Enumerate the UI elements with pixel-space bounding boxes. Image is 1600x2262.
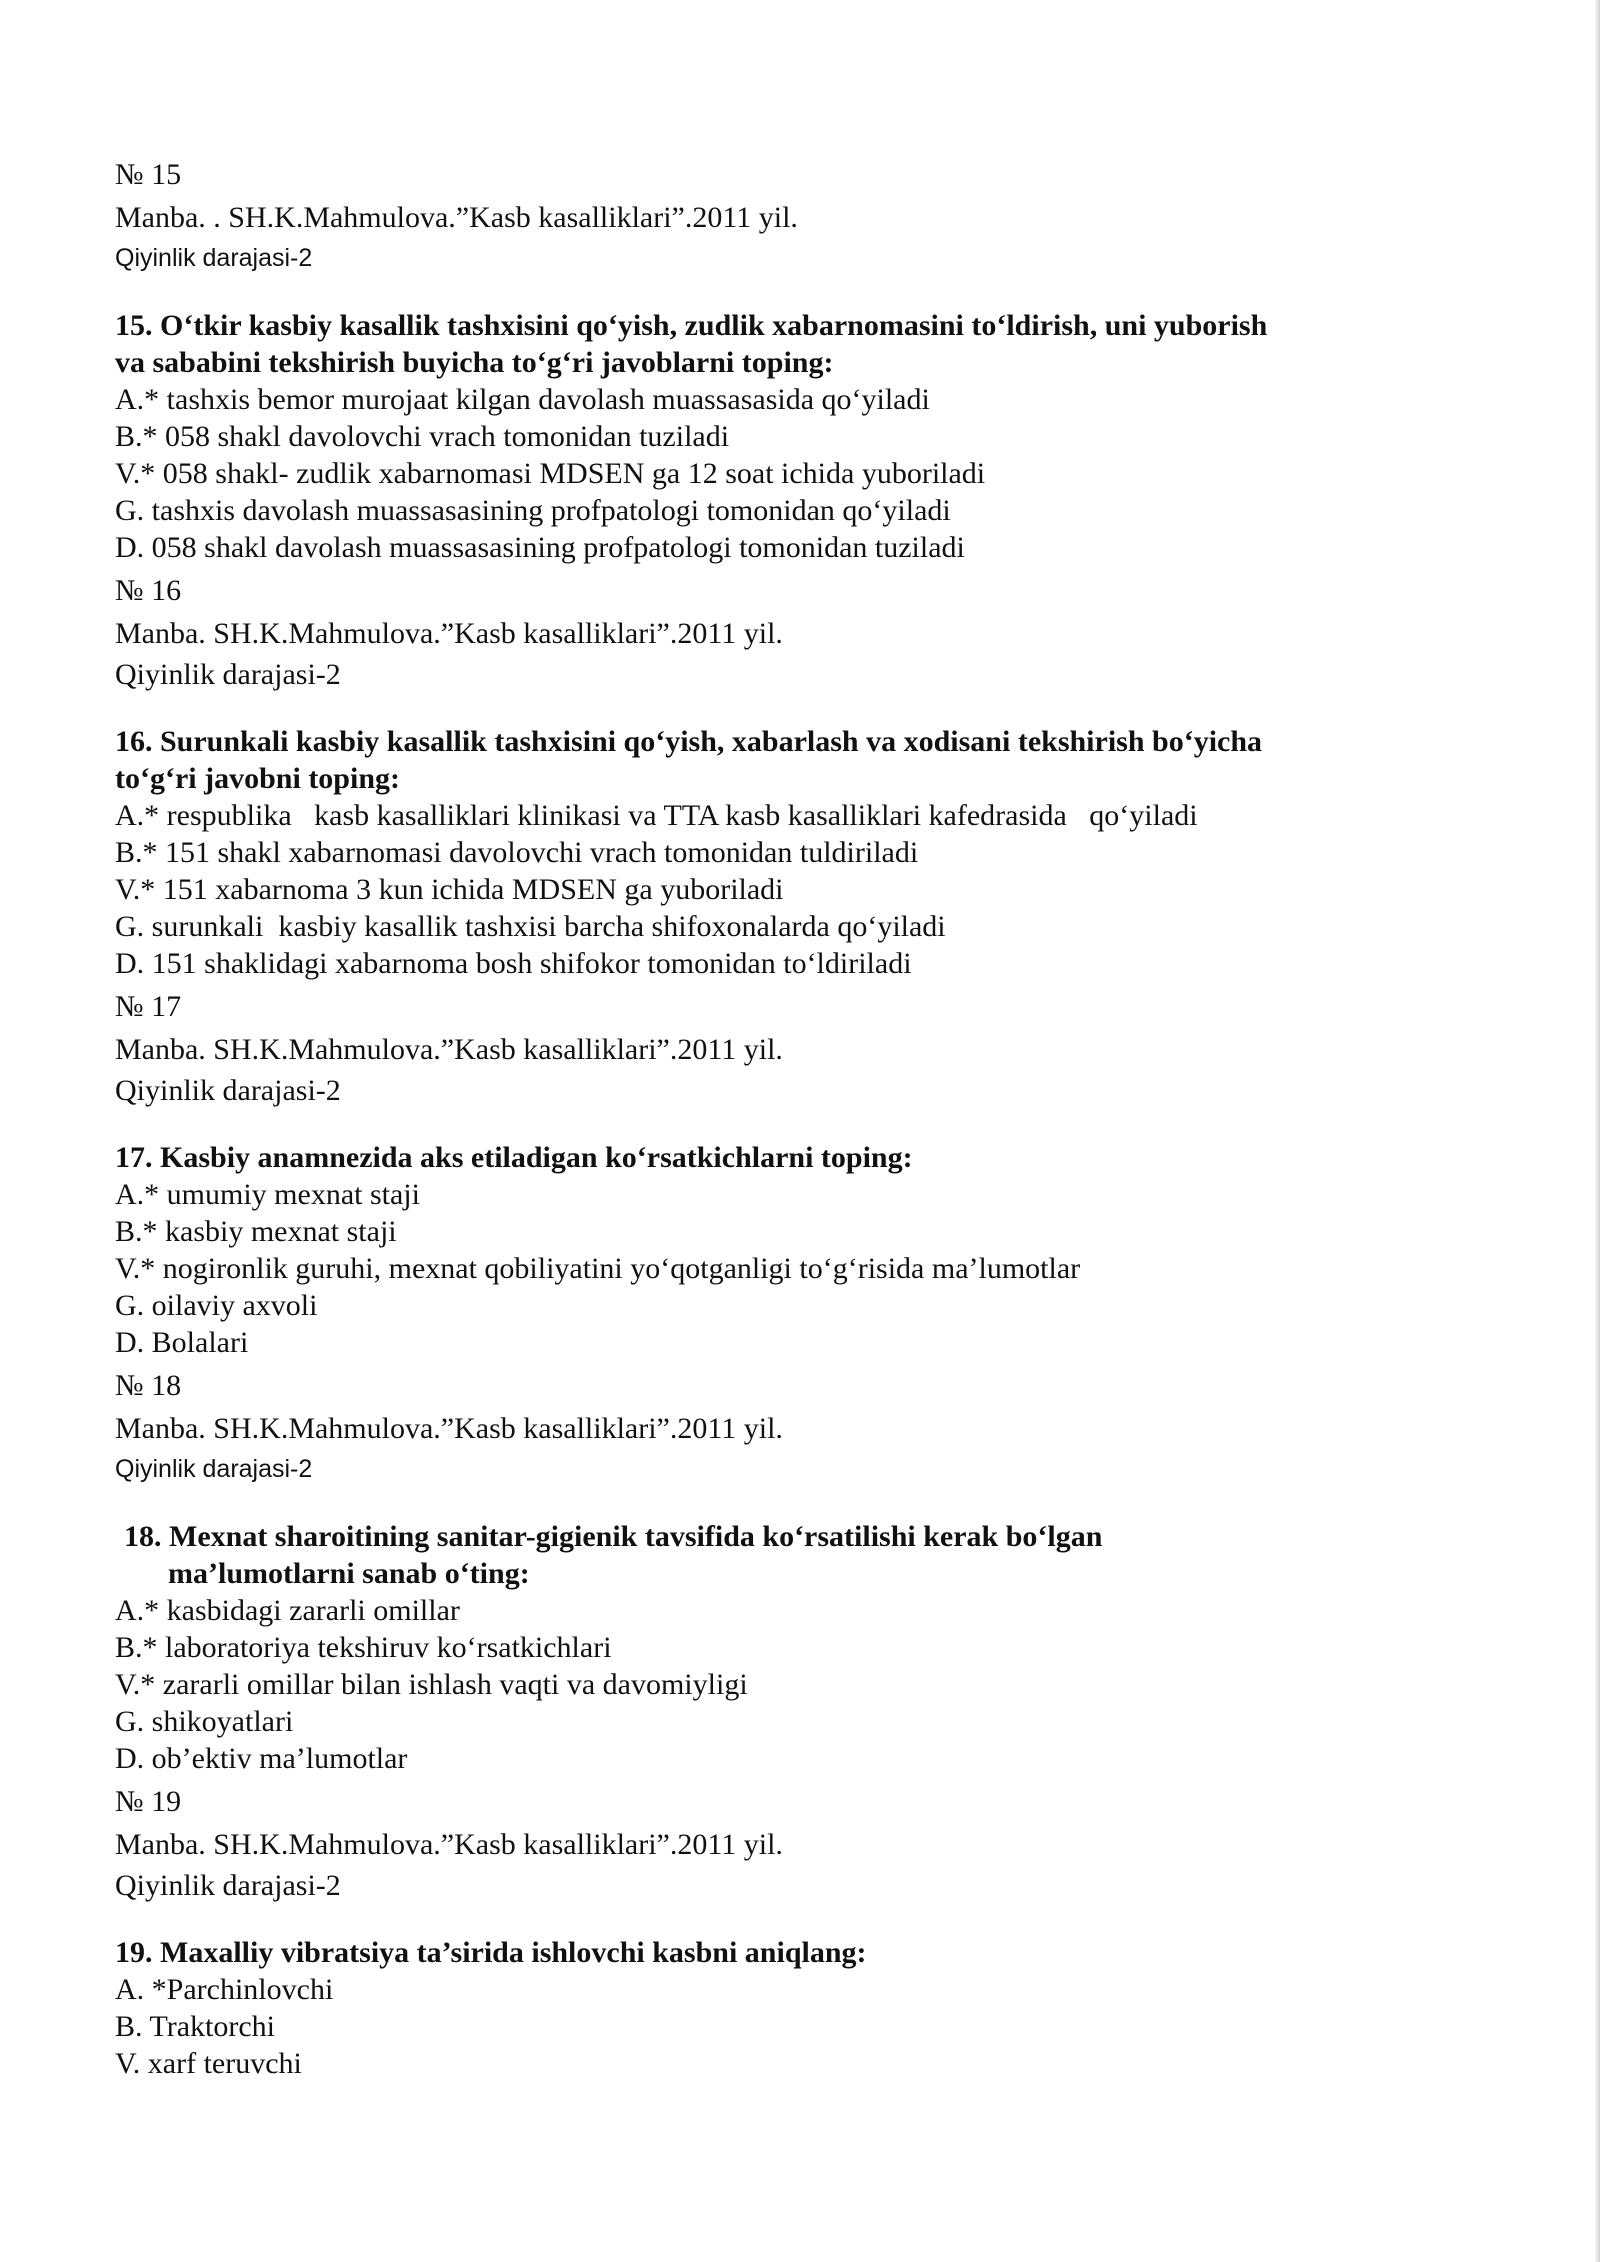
- source-line: Manba. SH.K.Mahmulova.”Kasb kasalliklari”.2011 yil.: [115, 1033, 783, 1066]
- answer-option: B.* 058 shakl davolovchi vrach tomonidan tuziladi: [115, 420, 730, 453]
- answer-option: G. tashxis davolash muassasasining profpatologi tomonidan qo‘yiladi: [115, 494, 951, 527]
- difficulty-level: Qiyinlik darajasi-2: [115, 1455, 313, 1483]
- source-line: Manba. SH.K.Mahmulova.”Kasb kasalliklari”.2011 yil.: [115, 1412, 783, 1445]
- difficulty-level: Qiyinlik darajasi-2: [115, 1074, 341, 1107]
- question-text: [115, 723, 1415, 797]
- question-line: 19. Maxalliy vibratsiya ta’sirida ishlovchi kasbni aniqlang:: [115, 1936, 867, 1969]
- answer-option: V.* zararli omillar bilan ishlash vaqti va davomiyligi: [115, 1668, 748, 1701]
- answer-option: B.* kasbiy mexnat staji: [115, 1215, 397, 1248]
- answer-option: G. surunkali kasbiy kasallik tashxisi barcha shifoxonalarda qo‘yiladi: [115, 910, 946, 943]
- answer-option: V.* 151 xabarnoma 3 kun ichida MDSEN ga yuboriladi: [115, 873, 784, 906]
- question-line: 16. Surunkali kasbiy kasallik tashxisini qo‘yish, xabarlash va xodisani tekshirish bo‘yicha: [115, 725, 1263, 758]
- question-text: [115, 307, 1415, 381]
- question-line: va sababini tekshirish buyicha to‘g‘ri javoblarni toping:: [115, 346, 834, 379]
- question-number: № 17: [115, 990, 182, 1023]
- question-number: № 19: [115, 1785, 182, 1818]
- question-line: ma’lumotlarni sanab o‘ting:: [168, 1557, 530, 1590]
- answer-option: A.* tashxis bemor murojaat kilgan davolash muassasasida qo‘yiladi: [115, 383, 930, 416]
- answer-option: G. oilaviy axvoli: [115, 1289, 318, 1322]
- document-content: [115, 150, 1415, 2082]
- question-text: [115, 1934, 1415, 1971]
- question-line: 18. Mexnat sharoitining sanitar-gigienik tavsifida ko‘rsatilishi kerak bo‘lgan: [124, 1520, 1103, 1553]
- answer-option: A. *Parchinlovchi: [115, 1973, 334, 2006]
- question-line: 15. O‘tkir kasbiy kasallik tashxisini qo‘yish, zudlik xabarnomasini to‘ldirish, uni yuborish: [115, 309, 1268, 342]
- answer-option: V.* nogironlik guruhi, mexnat qobiliyatini yo‘qotganligi to‘g‘risida ma’lumotlar: [115, 1252, 1081, 1285]
- question-text: [115, 1518, 1415, 1592]
- difficulty-level: Qiyinlik darajasi-2: [115, 244, 313, 272]
- answer-option: V.* 058 shakl- zudlik xabarnomasi MDSEN ga 12 soat ichida yuboriladi: [115, 457, 986, 490]
- answer-option: B. Traktorchi: [115, 2010, 276, 2043]
- difficulty-level: Qiyinlik darajasi-2: [115, 658, 341, 691]
- answer-option: A.* kasbidagi zararli omillar: [115, 1594, 460, 1627]
- answer-option: B.* laboratoriya tekshiruv ko‘rsatkichlari: [115, 1631, 612, 1664]
- answer-option: V. xarf teruvchi: [115, 2047, 302, 2080]
- answer-option: A.* umumiy mexnat staji: [115, 1178, 420, 1211]
- question-text: [115, 1139, 1415, 1176]
- question-line: to‘g‘ri javobni toping:: [115, 762, 400, 795]
- page-edge-shadow: [1594, 0, 1600, 2262]
- answer-option: D. Bolalari: [115, 1326, 249, 1359]
- difficulty-level: Qiyinlik darajasi-2: [115, 1869, 341, 1902]
- answer-option: D. 058 shakl davolash muassasasining profpatologi tomonidan tuziladi: [115, 531, 965, 564]
- question-number: № 15: [115, 158, 182, 191]
- answer-option: D. ob’ektiv ma’lumotlar: [115, 1742, 408, 1775]
- question-number: № 16: [115, 574, 182, 607]
- answer-option: A.* respublika kasb kasalliklari klinikasi va TTA kasb kasalliklari kafedrasida qo‘yiladi: [115, 799, 1198, 832]
- question-number: № 18: [115, 1369, 182, 1402]
- answer-option: D. 151 shaklidagi xabarnoma bosh shifokor tomonidan to‘ldiriladi: [115, 947, 912, 980]
- source-line: Manba. SH.K.Mahmulova.”Kasb kasalliklari”.2011 yil.: [115, 617, 783, 650]
- source-line: Manba. . SH.K.Mahmulova.”Kasb kasalliklari”.2011 yil.: [115, 201, 798, 234]
- question-line: 17. Kasbiy anamnezida aks etiladigan ko‘rsatkichlarni toping:: [115, 1141, 913, 1174]
- answer-option: B.* 151 shakl xabarnomasi davolovchi vrach tomonidan tuldiriladi: [115, 836, 919, 869]
- answer-option: G. shikoyatlari: [115, 1705, 294, 1738]
- source-line: Manba. SH.K.Mahmulova.”Kasb kasalliklari”.2011 yil.: [115, 1828, 783, 1861]
